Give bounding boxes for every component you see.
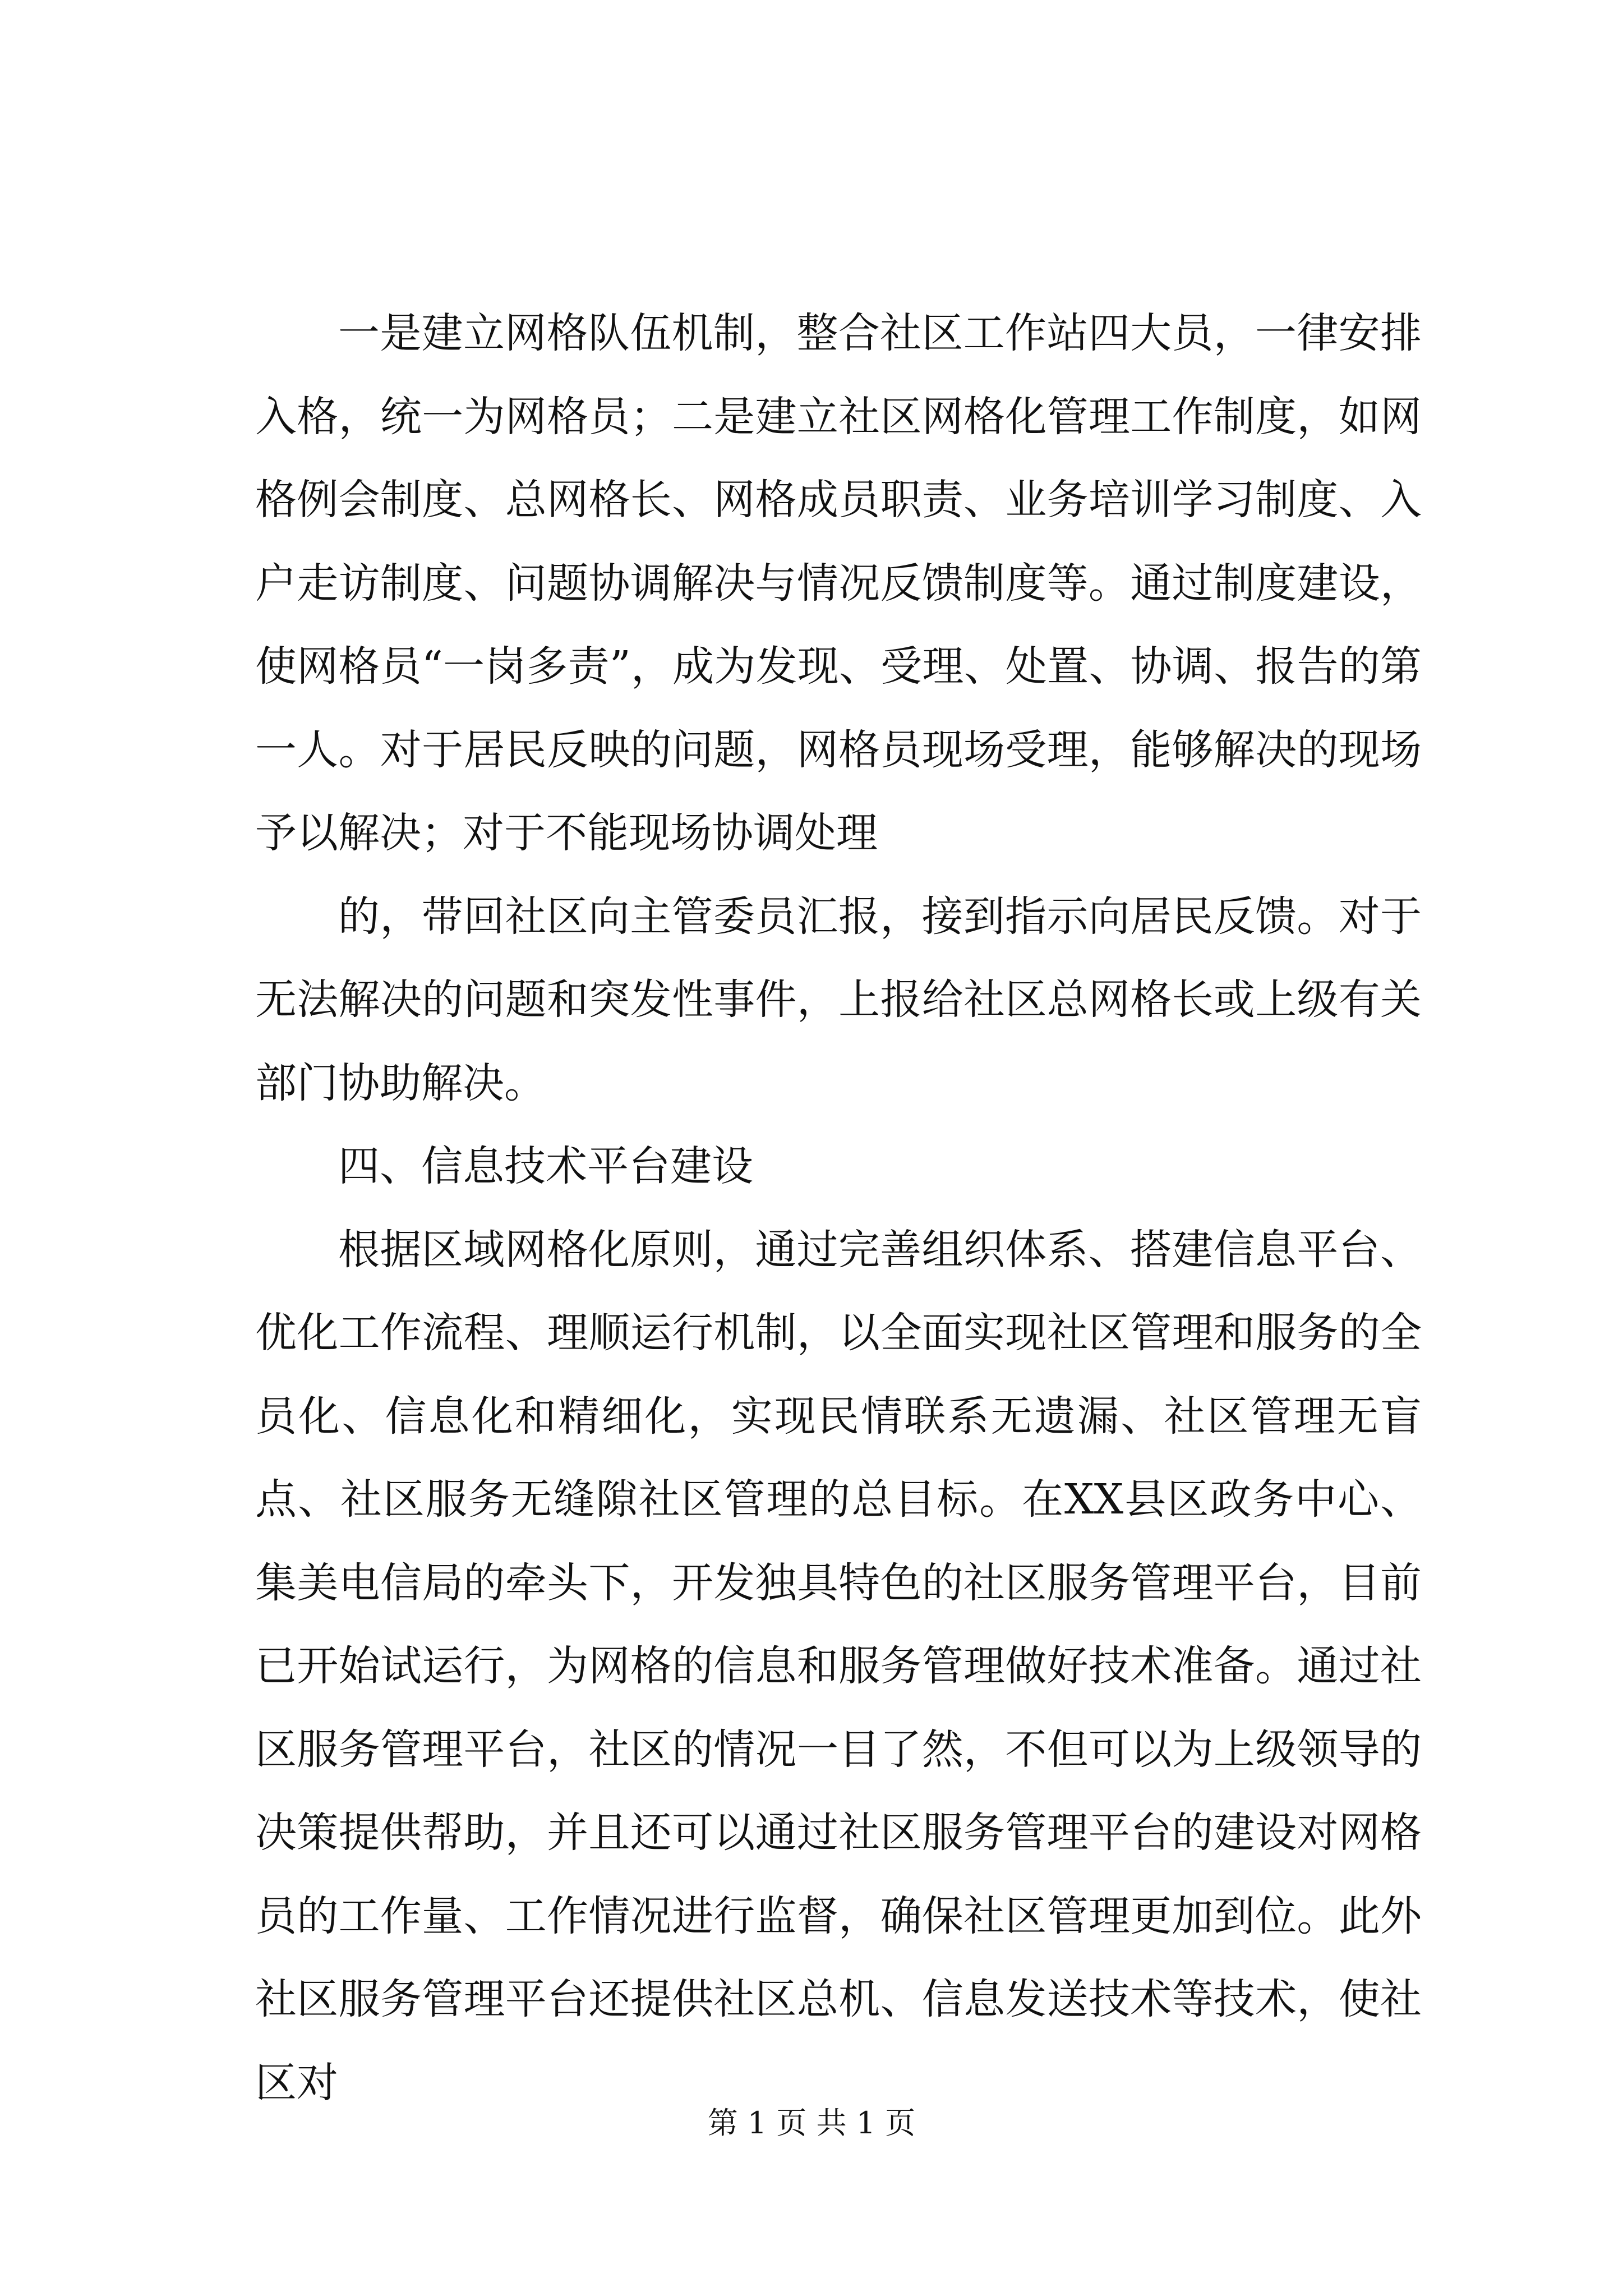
paragraph-platform-description: 根据区域网格化原则，通过完善组织体系、搭建信息平台、优化工作流程、理顺运行机制，以全面实现社区管理和服务的全员化、信息化和精细化，实现民情联系无遗漏、社区管理无盲点、社区服务无缝隙社区管理的总目标。在XX县区政务中心、集美电信局的牵头下，开发独具特色的社区服务管理平台，目前已开始试运行，为网格的信息和服务管理做好技术准备。通过社区服务管理平台，社区的情况一目了然，不但可以为上级领导的决策提供帮助，并且还可以通过社区服务管理平台的建设对网格员的工作量、工作情况进行监督，确保社区管理更加到位。此外社区服务管理平台还提供社区总机、信息发送技术等技术，使社区对 [255,1225,1422,2107]
paragraph-report-to-committee: 的，带回社区向主管委员汇报，接到指示向居民反馈。对于无法解决的问题和突发性事件，上报给社区总网格长或上级有关部门协助解决。 [255,892,1422,1107]
document-body [255,292,1422,2124]
paragraph-grid-team-mechanism: 一是建立网格队伍机制，整合社区工作站四大员，一律安排入格，统一为网格员；二是建立社区网格化管理工作制度，如网格例会制度、总网格长、网格成员职责、业务培训学习制度、入户走访制度、问题协调解决与情况反馈制度等。通过制度建设，使网格员“一岗多责”，成为发现、受理、处置、协调、报告的第一人。对于居民反映的问题，网格员现场受理，能够解决的现场予以解决；对于不能现场协调处理 [255,309,1422,857]
section-heading-it-platform: 四、信息技术平台建设 [338,1142,753,1190]
page-footer: 第 1 页 共 1 页 [707,2105,916,2141]
